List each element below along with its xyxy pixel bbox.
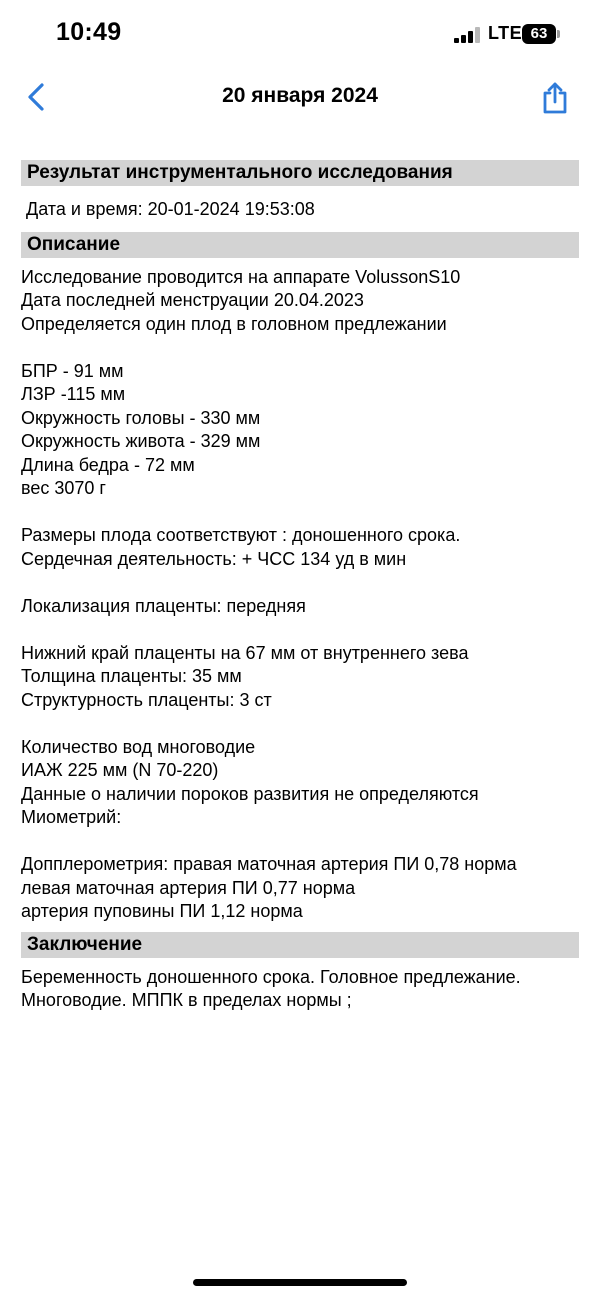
section-header-result: Результат инструментального исследования [21,160,579,186]
exam-datetime: Дата и время: 20-01-2024 19:53:08 [26,199,315,219]
battery-tip [557,30,560,38]
back-button[interactable] [20,80,52,114]
battery-icon [522,24,556,44]
section-header-description: Описание [21,232,579,258]
share-icon [541,81,569,115]
section-header-conclusion: Заключение [21,932,579,958]
share-button[interactable] [537,78,573,118]
status-bar [0,0,600,70]
description-text: Исследование проводится на аппарате VolussonS10 Дата последней менструации 20.04.2023 Определяется один плод в головном предлежании БПР - 91 мм ЛЗР -115 мм Окружность головы - 330 мм Окружность живота - 329 мм Длина бедра - 72 мм вес 3070 г Размеры плода соответствуют : доношенного срока. Сердечная деятельность: + ЧСС 134 уд в мин Локализация плаценты: передняя Нижний край плаценты на 67 мм от внутреннего зева Толщина плаценты: 35 мм Структурность плаценты: 3 ст Количество вод многоводие ИАЖ 225 мм (N 70-220) Данные о наличии пороков развития не определяются Миометрий: Допплерометрия: правая маточная артерия ПИ 0,78 норма левая маточная артерия ПИ 0,77 норма артерия пуповины ПИ 1,12 норма [21,266,517,921]
chevron-left-icon [27,82,45,112]
cellular-signal-icon [454,27,480,43]
network-type: LTE [488,23,523,43]
page-title: 20 января 2024 [222,84,378,107]
status-time: 10:49 [56,18,122,46]
home-indicator[interactable] [193,1279,407,1286]
report-content [21,160,579,1021]
battery-level: 63 [530,25,548,42]
conclusion-text: Беременность доношенного срока. Головное предлежание. Многоводие. МППК в пределах нормы ; [21,966,521,1010]
